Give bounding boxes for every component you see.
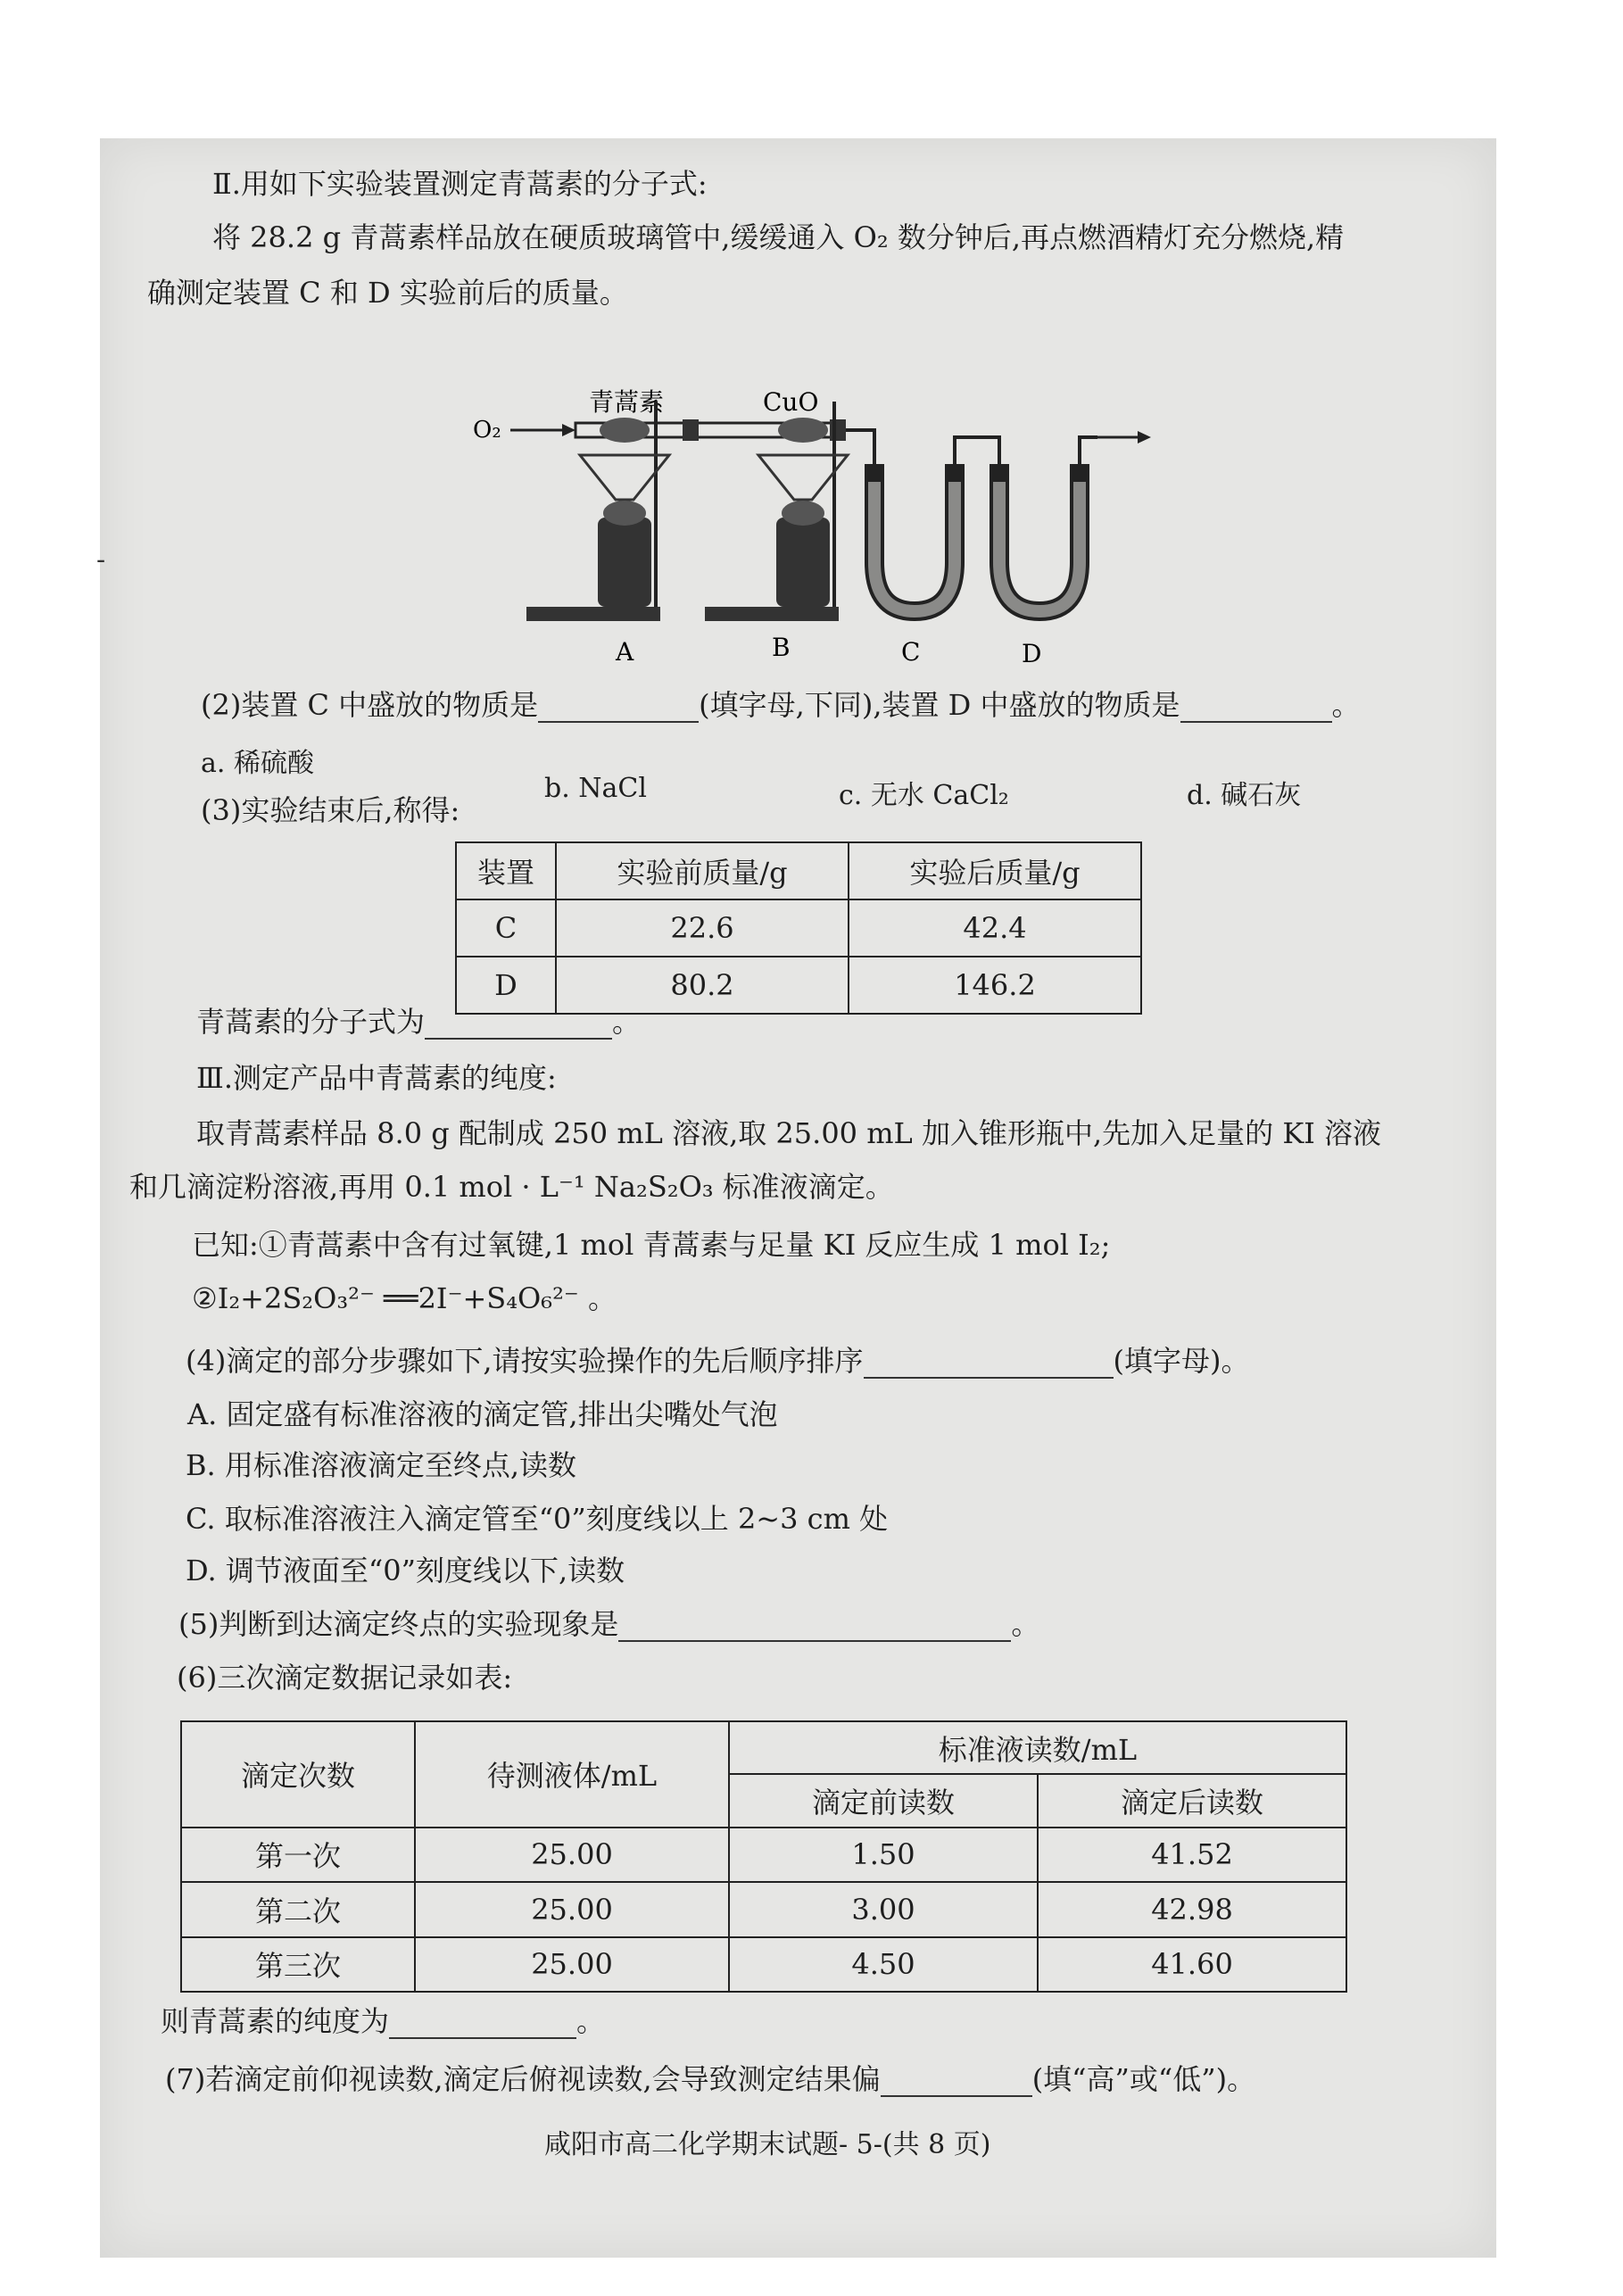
connector-bc [846, 430, 874, 464]
q3-formula-blank[interactable] [425, 1011, 612, 1040]
connector-cd [955, 437, 999, 464]
table-row [181, 1937, 1346, 1992]
q4-text: (4)滴定的部分步骤如下,请按实验操作的先后顺序排序 [186, 1344, 864, 1378]
label-artemisinin: 青蒿素 [589, 387, 665, 417]
titration-cell: 第一次 [181, 1828, 415, 1882]
q7-stem [165, 2061, 1255, 2097]
titration-cell: 41.60 [1038, 1937, 1346, 1992]
q6-stem: (6)三次滴定数据记录如表: [177, 1661, 513, 1695]
q2-option-d: d. 碱石灰 [1187, 780, 1302, 811]
u-tube-c-fill [874, 482, 955, 611]
titration-header-sample: 待测液体/mL [415, 1721, 729, 1828]
page-footer: 咸阳市高二化学期末试题- 5-(共 8 页) [544, 2129, 991, 2160]
titration-cell: 25.00 [415, 1828, 729, 1882]
mass-cell: C [456, 899, 556, 957]
titration-cell: 25.00 [415, 1937, 729, 1992]
q2-option-a: a. 稀硫酸 [201, 748, 314, 779]
q2-option-c: c. 无水 CaCl₂ [839, 780, 1009, 811]
q5-text: (5)判断到达滴定终点的实验现象是 [178, 1607, 619, 1641]
q3-stem: (3)实验结束后,称得: [201, 793, 460, 827]
titration-cell: 1.50 [729, 1828, 1038, 1882]
q2-stem [201, 687, 1361, 723]
q5-stem [178, 1606, 1039, 1642]
q4-step-c: C. 取标准溶液注入滴定管至“0”刻度线以上 2~3 cm 处 [186, 1502, 889, 1536]
titration-cell: 3.00 [729, 1882, 1038, 1936]
q6-purity-end: 。 [576, 2004, 606, 2038]
burner-top-a [603, 501, 646, 526]
titration-cell: 25.00 [415, 1882, 729, 1936]
sample-boat-a [600, 418, 650, 443]
titration-table [180, 1720, 1347, 1993]
mass-cell: D [456, 957, 556, 1014]
q4-stem [186, 1343, 1250, 1379]
q2-answer-c-blank[interactable] [538, 694, 699, 723]
mass-table-header [456, 842, 1141, 899]
outlet-arrowhead [1138, 431, 1151, 443]
q4-text-end: (填字母)。 [1113, 1344, 1250, 1378]
q6-purity-text: 则青蒿素的纯度为 [161, 2004, 390, 2038]
q5-text-end: 。 [1011, 1607, 1040, 1641]
known-1: 已知:①青蒿素中含有过氧键,1 mol 青蒿素与足量 KI 反应生成 1 mol I₂; [192, 1228, 1111, 1262]
label-d: D [1022, 639, 1042, 668]
o2-arrowhead [562, 424, 576, 436]
label-a: A [616, 637, 634, 667]
q4-step-d: D. 调节液面至“0”刻度线以下,读数 [186, 1554, 625, 1587]
section-2-title: Ⅱ.用如下实验装置测定青蒿素的分子式: [212, 167, 708, 201]
q7-text: (7)若滴定前仰视读数,滴定后俯视读数,会导致测定结果偏 [165, 2062, 881, 2096]
q3-formula-end: 。 [612, 1005, 642, 1039]
u-tube-d-fill [999, 482, 1080, 611]
titration-cell: 第三次 [181, 1937, 415, 1992]
q2-text-b: (填字母,下同),装置 D 中盛放的物质是 [699, 688, 1180, 722]
q2-text-end: 。 [1331, 688, 1361, 722]
stand-base-a [526, 607, 660, 621]
titration-header-times: 滴定次数 [181, 1721, 415, 1828]
connector-out [1080, 437, 1097, 464]
titration-header-after: 滴定后读数 [1038, 1774, 1346, 1827]
mass-cell: 42.4 [849, 899, 1141, 957]
tube-joint [683, 419, 699, 441]
q6-purity-blank[interactable] [389, 2010, 576, 2039]
section-3-title: Ⅲ.测定产品中青蒿素的纯度: [196, 1061, 557, 1095]
q4-step-a: A. 固定盛有标准溶液的滴定管,排出尖嘴处气泡 [187, 1397, 778, 1431]
burner-top-b [782, 501, 824, 526]
label-c: C [901, 637, 921, 667]
q7-answer-blank[interactable] [881, 2068, 1032, 2097]
section-3-line-2: 和几滴淀粉溶液,再用 0.1 mol · L⁻¹ Na₂S₂O₃ 标准液滴定。 [129, 1170, 894, 1204]
titration-cell: 4.50 [729, 1937, 1038, 1992]
q2-option-b: b. NaCl [544, 773, 647, 804]
titration-cell: 41.52 [1038, 1828, 1346, 1882]
q4-order-blank[interactable] [864, 1350, 1114, 1379]
u-tube-c [874, 464, 955, 611]
titration-header-row-1 [181, 1721, 1346, 1774]
table-row [456, 899, 1141, 957]
q4-step-b: B. 用标准溶液滴定至终点,读数 [186, 1448, 577, 1482]
q3-formula-text: 青蒿素的分子式为 [196, 1005, 426, 1039]
tube-joint-2 [830, 419, 846, 441]
section-2-intro-2: 确测定装置 C 和 D 实验前后的质量。 [147, 276, 628, 310]
mass-header-device: 装置 [456, 842, 556, 899]
u-tube-d [999, 464, 1080, 611]
section-3-line-1: 取青蒿素样品 8.0 g 配制成 250 mL 溶液,取 25.00 mL 加入锥形瓶中,先加入足量的 KI 溶液 [196, 1116, 1382, 1150]
mass-header-before: 实验前质量/g [556, 842, 849, 899]
mass-header-after: 实验后质量/g [849, 842, 1141, 899]
q3-formula [196, 1004, 641, 1040]
apparatus-figure [473, 384, 1169, 678]
margin-mark: - [96, 544, 106, 576]
label-o2: O₂ [473, 417, 501, 443]
known-2: ②I₂+2S₂O₃²⁻ ══2I⁻+S₄O₆²⁻ 。 [192, 1281, 617, 1315]
table-row [181, 1828, 1346, 1882]
mass-cell: 22.6 [556, 899, 849, 957]
label-cuo: CuO [763, 387, 819, 417]
mass-cell: 80.2 [556, 957, 849, 1014]
titration-header-before: 滴定前读数 [729, 1774, 1038, 1827]
burner-b [776, 518, 830, 607]
mass-table [455, 841, 1142, 1015]
titration-cell: 42.98 [1038, 1882, 1346, 1936]
mass-cell: 146.2 [849, 957, 1141, 1014]
sample-boat-b [778, 418, 828, 443]
q2-text-a: (2)装置 C 中盛放的物质是 [201, 688, 539, 722]
titration-cell: 第二次 [181, 1882, 415, 1936]
q5-answer-blank[interactable] [618, 1613, 1011, 1642]
titration-header-std: 标准液读数/mL [729, 1721, 1346, 1774]
section-2-intro-1: 将 28.2 g 青蒿素样品放在硬质玻璃管中,缓缓通入 O₂ 数分钟后,再点燃酒精灯充分燃烧,精 [212, 220, 1345, 254]
burner-a [598, 518, 651, 607]
table-row [181, 1882, 1346, 1936]
q2-answer-d-blank[interactable] [1180, 694, 1332, 723]
label-b: B [772, 633, 791, 662]
q7-text-end: (填“高”或“低”)。 [1031, 2062, 1256, 2096]
q6-purity [161, 2003, 605, 2039]
stand-base-b [705, 607, 839, 621]
